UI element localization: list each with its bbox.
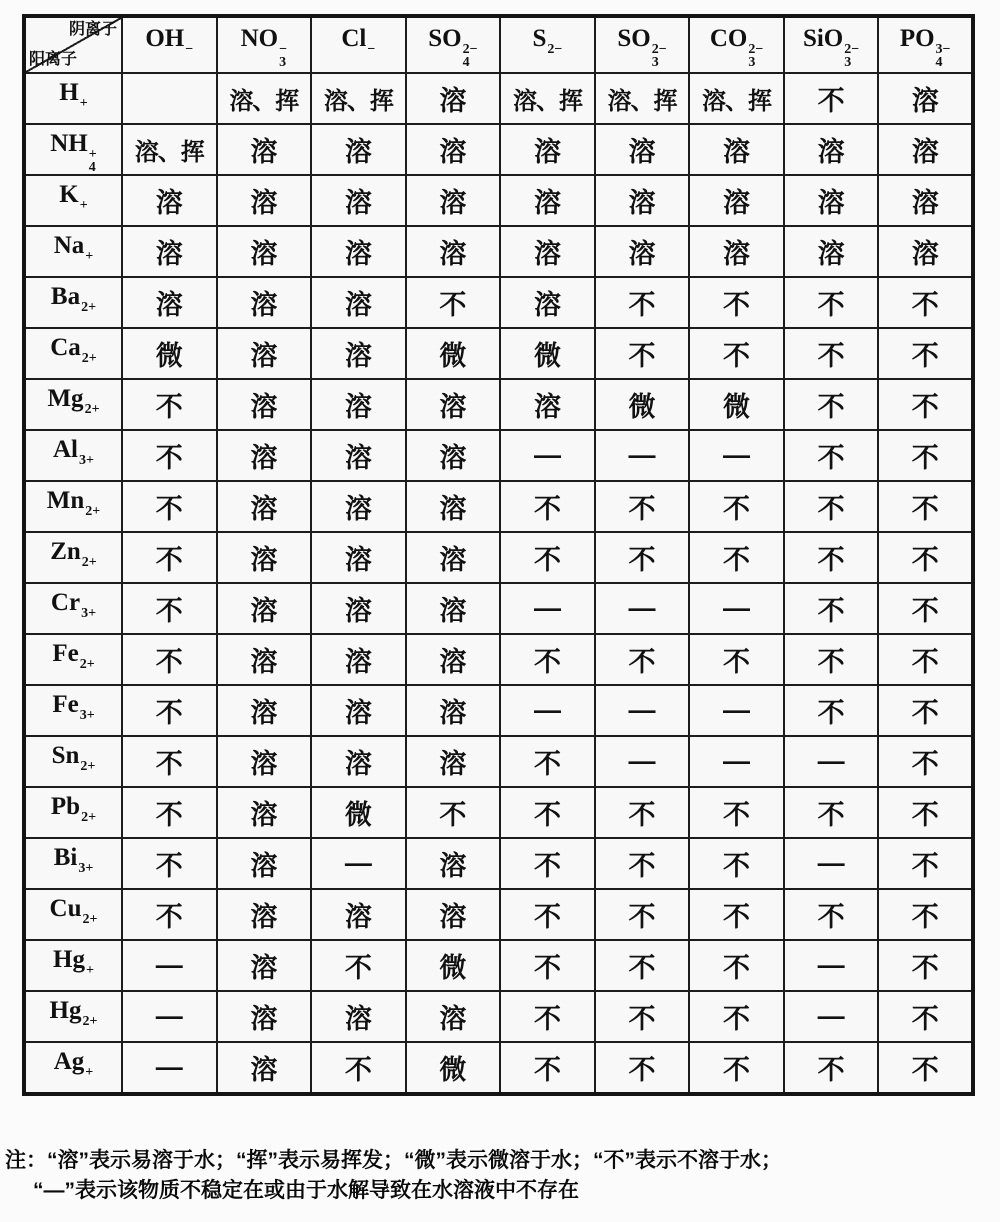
solubility-cell: 溶 (784, 124, 879, 175)
solubility-cell: 溶 (217, 175, 312, 226)
table-row (24, 124, 973, 175)
solubility-cell: 溶 (122, 226, 217, 277)
cation-label: Ba 2+ (24, 277, 122, 328)
solubility-cell: 溶 (311, 226, 406, 277)
solubility-cell: 溶 (217, 838, 312, 889)
solubility-cell: 溶 (500, 124, 595, 175)
solubility-cell: 溶 (217, 277, 312, 328)
solubility-cell: — (500, 685, 595, 736)
table-row (24, 328, 973, 379)
cation-label: Ca 2+ (24, 328, 122, 379)
solubility-cell: 溶 (217, 685, 312, 736)
table-row (24, 889, 973, 940)
anion-header-row (24, 16, 973, 73)
solubility-cell: 溶 (406, 991, 501, 1042)
solubility-cell: 不 (878, 787, 973, 838)
solubility-cell: — (595, 685, 690, 736)
solubility-cell: 溶 (311, 277, 406, 328)
solubility-cell: 微 (406, 1042, 501, 1094)
solubility-cell: 不 (784, 634, 879, 685)
table-row (24, 634, 973, 685)
cation-label: NH + 4 (24, 124, 122, 175)
solubility-cell: 溶 (595, 175, 690, 226)
solubility-cell: — (122, 1042, 217, 1094)
anion-header: NO − 3 (217, 16, 312, 73)
anion-header: Cl − (311, 16, 406, 73)
solubility-cell: 溶 (689, 226, 784, 277)
solubility-cell: 溶 (217, 787, 312, 838)
solubility-cell: 溶 (122, 277, 217, 328)
solubility-cell: 溶 (217, 328, 312, 379)
solubility-cell: 不 (500, 736, 595, 787)
solubility-cell: — (122, 940, 217, 991)
solubility-cell: 溶、挥 (689, 73, 784, 124)
solubility-cell: — (595, 430, 690, 481)
solubility-cell: — (689, 583, 784, 634)
solubility-cell: 不 (784, 277, 879, 328)
solubility-cell: 不 (122, 634, 217, 685)
solubility-cell: 不 (595, 991, 690, 1042)
solubility-cell: 不 (595, 889, 690, 940)
anion-header: SO 2− 3 (595, 16, 690, 73)
solubility-cell: 不 (406, 787, 501, 838)
cation-label: H + (24, 73, 122, 124)
solubility-cell: 不 (311, 1042, 406, 1094)
solubility-cell: 不 (500, 532, 595, 583)
solubility-cell: 不 (500, 940, 595, 991)
solubility-cell: 溶 (217, 124, 312, 175)
solubility-cell: — (122, 991, 217, 1042)
solubility-cell: — (595, 736, 690, 787)
solubility-cell: 不 (689, 481, 784, 532)
solubility-cell: 溶 (595, 226, 690, 277)
solubility-cell: 不 (122, 787, 217, 838)
solubility-cell: 不 (406, 277, 501, 328)
solubility-cell: 溶 (406, 175, 501, 226)
solubility-cell: 溶 (311, 685, 406, 736)
solubility-cell: 不 (878, 430, 973, 481)
solubility-cell: 不 (878, 328, 973, 379)
solubility-cell: 溶 (217, 940, 312, 991)
solubility-cell: — (311, 838, 406, 889)
solubility-cell: 溶 (500, 175, 595, 226)
solubility-cell: 微 (595, 379, 690, 430)
solubility-cell: 溶 (217, 379, 312, 430)
solubility-cell: 溶 (689, 175, 784, 226)
solubility-cell: 溶 (311, 991, 406, 1042)
solubility-cell: 不 (122, 583, 217, 634)
solubility-cell: 不 (500, 634, 595, 685)
solubility-cell: 溶 (217, 226, 312, 277)
anion-header: CO 2− 3 (689, 16, 784, 73)
solubility-cell: 不 (784, 889, 879, 940)
solubility-cell: 不 (500, 838, 595, 889)
solubility-cell: 微 (500, 328, 595, 379)
solubility-cell: 不 (689, 1042, 784, 1094)
cation-label: Bi 3+ (24, 838, 122, 889)
anion-header: OH − (122, 16, 217, 73)
solubility-cell: 溶 (122, 175, 217, 226)
solubility-cell: 不 (500, 991, 595, 1042)
solubility-cell: 不 (595, 532, 690, 583)
solubility-cell: 溶 (217, 430, 312, 481)
corner-cell (24, 16, 122, 73)
solubility-cell (122, 73, 217, 124)
solubility-cell: 微 (311, 787, 406, 838)
cation-label: Hg + (24, 940, 122, 991)
solubility-cell: 溶 (217, 991, 312, 1042)
solubility-cell: 溶 (406, 532, 501, 583)
solubility-cell: 溶 (878, 124, 973, 175)
solubility-cell: 不 (878, 634, 973, 685)
footnote-line-2: “—”表示该物质不稳定在或由于水解导致在水溶液中不存在 (33, 1179, 579, 1203)
solubility-cell: 溶、挥 (311, 73, 406, 124)
solubility-cell: 不 (595, 634, 690, 685)
solubility-cell: 溶、挥 (500, 73, 595, 124)
cation-label: Cu 2+ (24, 889, 122, 940)
solubility-cell: 不 (784, 1042, 879, 1094)
solubility-cell: 溶 (311, 736, 406, 787)
cation-label: Sn 2+ (24, 736, 122, 787)
solubility-cell: 溶 (406, 430, 501, 481)
anion-header: SiO 2− 3 (784, 16, 879, 73)
solubility-cell: 溶 (406, 379, 501, 430)
solubility-cell: 不 (878, 379, 973, 430)
solubility-cell: 溶 (406, 583, 501, 634)
anion-header: S 2− (500, 16, 595, 73)
solubility-cell: 不 (122, 838, 217, 889)
solubility-cell: 不 (784, 787, 879, 838)
table-row (24, 226, 973, 277)
solubility-cell: 溶 (217, 634, 312, 685)
solubility-cell: 溶 (311, 532, 406, 583)
solubility-cell: 溶 (500, 379, 595, 430)
solubility-cell: 溶 (878, 226, 973, 277)
solubility-cell: 微 (406, 328, 501, 379)
table-row (24, 787, 973, 838)
solubility-cell: — (689, 736, 784, 787)
solubility-cell: — (784, 991, 879, 1042)
solubility-cell: 溶 (406, 634, 501, 685)
solubility-cell: 不 (122, 685, 217, 736)
solubility-cell: — (500, 430, 595, 481)
solubility-cell: 不 (500, 1042, 595, 1094)
cation-label: Ag + (24, 1042, 122, 1094)
solubility-cell: 不 (689, 889, 784, 940)
solubility-cell: 微 (406, 940, 501, 991)
cation-label: Pb 2+ (24, 787, 122, 838)
solubility-cell: 不 (311, 940, 406, 991)
table-row (24, 277, 973, 328)
solubility-cell: 溶 (311, 430, 406, 481)
table-row (24, 685, 973, 736)
cation-label: Mg 2+ (24, 379, 122, 430)
solubility-cell: 溶 (311, 175, 406, 226)
solubility-cell: 溶、挥 (217, 73, 312, 124)
solubility-cell: 不 (122, 379, 217, 430)
solubility-cell: 溶 (878, 175, 973, 226)
table-row (24, 991, 973, 1042)
solubility-cell: 溶 (406, 889, 501, 940)
solubility-cell: 不 (689, 991, 784, 1042)
solubility-cell: 溶 (500, 226, 595, 277)
table-row (24, 838, 973, 889)
solubility-cell: 溶 (406, 226, 501, 277)
cation-label: Na + (24, 226, 122, 277)
solubility-cell: 不 (878, 685, 973, 736)
solubility-cell: 不 (689, 328, 784, 379)
solubility-cell: 溶 (217, 532, 312, 583)
solubility-cell: 溶 (217, 736, 312, 787)
solubility-cell: 溶 (217, 889, 312, 940)
solubility-cell: 溶 (311, 583, 406, 634)
table-row (24, 379, 973, 430)
solubility-cell: 不 (784, 685, 879, 736)
table-row (24, 430, 973, 481)
corner-anion-label: 阴离子 (68, 21, 117, 38)
solubility-cell: 不 (784, 430, 879, 481)
solubility-cell: 不 (122, 736, 217, 787)
cation-label: Mn 2+ (24, 481, 122, 532)
solubility-cell: 溶 (311, 328, 406, 379)
solubility-cell: 溶 (217, 1042, 312, 1094)
solubility-cell: 不 (122, 532, 217, 583)
solubility-cell: 溶 (784, 226, 879, 277)
solubility-cell: 不 (689, 634, 784, 685)
solubility-cell: 溶 (406, 736, 501, 787)
solubility-cell: 不 (878, 838, 973, 889)
solubility-cell: — (784, 940, 879, 991)
solubility-cell: 溶、挥 (595, 73, 690, 124)
solubility-cell: 溶 (406, 838, 501, 889)
solubility-cell: 不 (878, 991, 973, 1042)
solubility-cell: 不 (500, 481, 595, 532)
solubility-cell: 溶 (311, 481, 406, 532)
solubility-cell: 溶 (784, 175, 879, 226)
footnote (5, 1146, 995, 1207)
solubility-cell: 不 (595, 1042, 690, 1094)
solubility-cell: 溶 (406, 73, 501, 124)
solubility-cell: 溶 (217, 583, 312, 634)
cation-label: Fe 3+ (24, 685, 122, 736)
solubility-cell: 不 (878, 583, 973, 634)
solubility-cell: 不 (122, 430, 217, 481)
cation-label: Zn 2+ (24, 532, 122, 583)
solubility-cell: 不 (122, 889, 217, 940)
solubility-cell: 溶 (595, 124, 690, 175)
solubility-cell: 不 (784, 379, 879, 430)
solubility-cell: 不 (784, 481, 879, 532)
table-row (24, 940, 973, 991)
solubility-cell: 不 (689, 532, 784, 583)
solubility-cell: 溶 (217, 481, 312, 532)
solubility-cell: — (784, 838, 879, 889)
solubility-cell: 不 (878, 736, 973, 787)
table-row (24, 481, 973, 532)
solubility-cell: 溶 (500, 277, 595, 328)
solubility-cell: 不 (878, 481, 973, 532)
solubility-cell: 微 (122, 328, 217, 379)
solubility-cell: 不 (595, 277, 690, 328)
solubility-cell: 不 (689, 838, 784, 889)
solubility-cell: 不 (878, 1042, 973, 1094)
solubility-cell: — (784, 736, 879, 787)
solubility-cell: 溶 (311, 124, 406, 175)
table-row (24, 736, 973, 787)
solubility-cell: — (595, 583, 690, 634)
solubility-cell: 不 (878, 532, 973, 583)
solubility-cell: 不 (878, 889, 973, 940)
solubility-cell: 微 (689, 379, 784, 430)
solubility-cell: 不 (595, 481, 690, 532)
solubility-cell: 不 (689, 787, 784, 838)
table-row (24, 175, 973, 226)
solubility-cell: 不 (878, 277, 973, 328)
solubility-cell: 不 (500, 889, 595, 940)
solubility-cell: 不 (595, 838, 690, 889)
cation-label: Fe 2+ (24, 634, 122, 685)
solubility-cell: 不 (878, 940, 973, 991)
solubility-cell: 溶、挥 (122, 124, 217, 175)
solubility-cell: 溶 (311, 889, 406, 940)
solubility-cell: 不 (784, 532, 879, 583)
solubility-cell: 溶 (311, 634, 406, 685)
cation-label: Cr 3+ (24, 583, 122, 634)
solubility-cell: 不 (689, 940, 784, 991)
cation-label: Hg 2+ (24, 991, 122, 1042)
cation-label: K + (24, 175, 122, 226)
corner-cation-label: 阳离子 (29, 51, 78, 69)
solubility-cell: 溶 (406, 124, 501, 175)
solubility-cell: — (500, 583, 595, 634)
anion-header: PO 3− 4 (878, 16, 973, 73)
solubility-cell: — (689, 685, 784, 736)
table-row (24, 532, 973, 583)
solubility-cell: 不 (122, 481, 217, 532)
table-row (24, 583, 973, 634)
solubility-cell: 不 (784, 583, 879, 634)
solubility-cell: — (689, 430, 784, 481)
solubility-cell: 溶 (406, 481, 501, 532)
solubility-cell: 溶 (689, 124, 784, 175)
table-row (24, 1042, 973, 1094)
solubility-cell: 不 (595, 787, 690, 838)
anion-header: SO 2− 4 (406, 16, 501, 73)
solubility-table (22, 14, 975, 1096)
solubility-cell: 不 (500, 787, 595, 838)
solubility-cell: 溶 (878, 73, 973, 124)
solubility-cell: 不 (689, 277, 784, 328)
cation-label: Al 3+ (24, 430, 122, 481)
solubility-cell: 溶 (311, 379, 406, 430)
footnote-line-1: 注：“溶”表示易溶于水；“挥”表示易挥发；“微”表示微溶于水；“不”表示不溶于水； (5, 1149, 782, 1172)
solubility-cell: 不 (784, 328, 879, 379)
solubility-cell: 不 (595, 328, 690, 379)
solubility-cell: 不 (784, 73, 879, 124)
solubility-cell: 溶 (406, 685, 501, 736)
table-row (24, 73, 973, 124)
solubility-cell: 不 (595, 940, 690, 991)
